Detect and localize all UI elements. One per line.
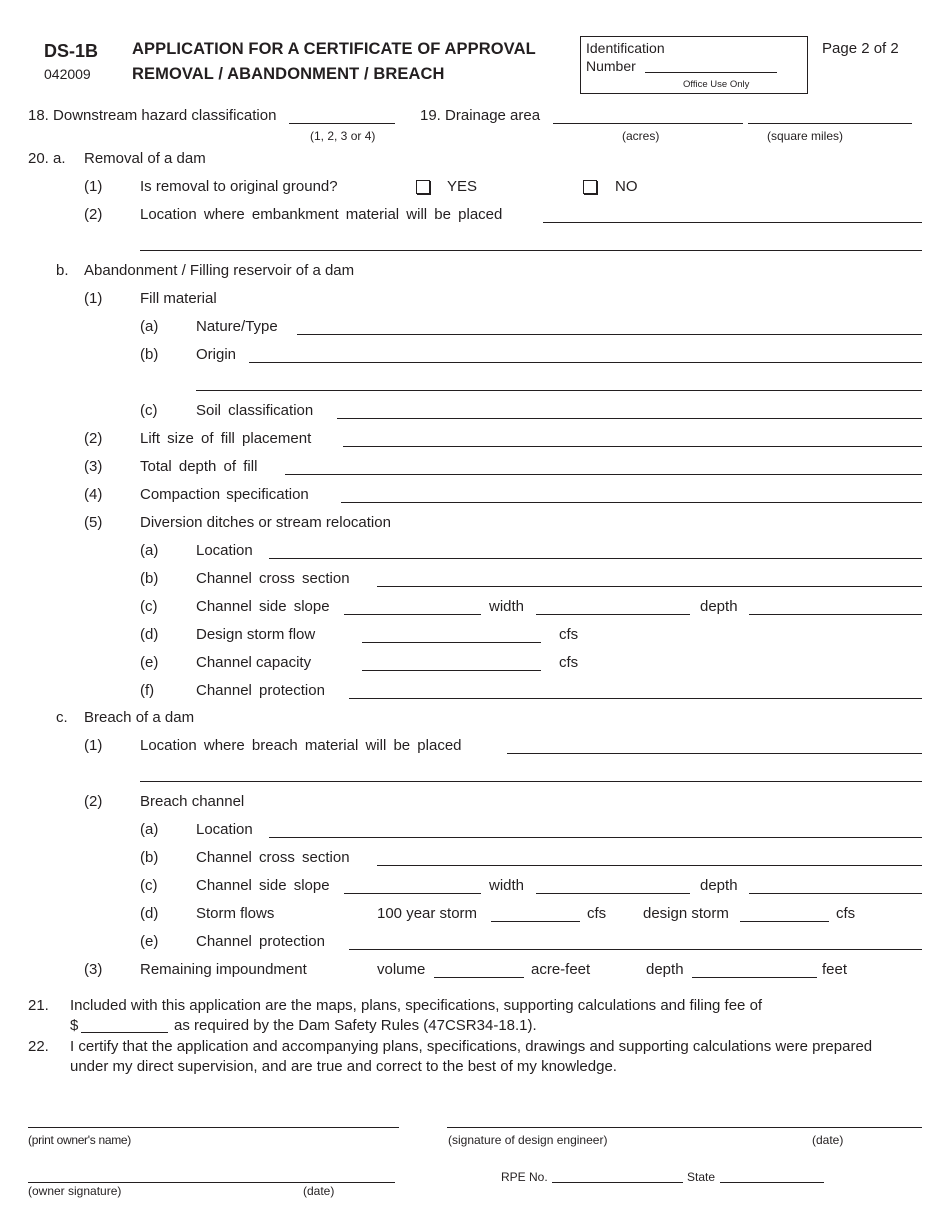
item21-line1: Included with this application are the maps, plans, specifications, supporting calculations and filing fee of <box>70 997 763 1014</box>
yes-checkbox[interactable] <box>416 180 430 194</box>
remaining-impoundment-label: Remaining impoundment <box>140 961 307 978</box>
cfs-unit: cfs <box>559 654 579 671</box>
form-date: 042009 <box>44 66 91 82</box>
embankment-location-field[interactable] <box>543 222 922 223</box>
form-title-line1: APPLICATION FOR A CERTIFICATE OF APPROVAL <box>132 40 536 58</box>
item21-num: 21. <box>28 997 49 1014</box>
owner-signature-label: (owner signature) <box>28 1184 122 1198</box>
id-label-line2: Number <box>586 58 636 74</box>
item-num: (5) <box>84 514 103 531</box>
breach-material-location-field[interactable] <box>507 753 922 754</box>
no-checkbox[interactable] <box>583 180 597 194</box>
office-use-label: Office Use Only <box>683 79 750 90</box>
id-number-field[interactable] <box>645 72 777 73</box>
embankment-location-label: Location where embankment material will be placed <box>140 206 503 223</box>
subitem-num: (d) <box>140 626 159 643</box>
storm100-label: 100 year storm <box>377 905 478 922</box>
subitem-num: (c) <box>140 402 158 419</box>
office-id-box <box>580 36 808 94</box>
engineer-signature-label: (signature of design engineer) <box>448 1133 608 1147</box>
diversion-side-slope-field[interactable] <box>344 614 481 615</box>
breach-cross-section-label: Channel cross section <box>196 849 350 866</box>
depth-label: depth <box>700 598 738 615</box>
section20c-num: c. <box>56 709 68 726</box>
diversion-width-field[interactable] <box>536 614 690 615</box>
soil-classification-field[interactable] <box>337 418 922 419</box>
volume-label: volume <box>377 961 426 978</box>
breach-location-field[interactable] <box>269 837 922 838</box>
subitem-num: (a) <box>140 821 159 838</box>
volume-field[interactable] <box>434 977 524 978</box>
subitem-num: (a) <box>140 318 159 335</box>
cfs-unit: cfs <box>836 905 856 922</box>
section20c-title: Breach of a dam <box>84 709 195 726</box>
item18-label: 18. Downstream hazard classification <box>28 107 277 124</box>
item-num: (1) <box>84 290 103 307</box>
section20a-title: Removal of a dam <box>84 150 206 167</box>
square-miles-unit: (square miles) <box>767 129 844 143</box>
item-num: (2) <box>84 206 103 223</box>
subitem-num: (b) <box>140 346 159 363</box>
item22-line2: under my direct supervision, and are true and correct to the best of my knowledge. <box>70 1058 617 1075</box>
subitem-num: (e) <box>140 933 159 950</box>
form-code: DS-1B <box>44 41 99 61</box>
item-num: (1) <box>84 178 103 195</box>
filing-fee-field[interactable] <box>81 1032 168 1033</box>
fill-material-label: Fill material <box>140 290 217 307</box>
acres-unit: (acres) <box>622 129 660 143</box>
design-storm-flow-label: Design storm flow <box>196 626 316 643</box>
subitem-num: (f) <box>140 682 155 699</box>
no-label: NO <box>615 178 638 195</box>
subitem-num: (e) <box>140 654 159 671</box>
diversion-cross-section-field[interactable] <box>377 586 922 587</box>
breach-protection-label: Channel protection <box>196 933 325 950</box>
item22-line1: I certify that the application and accompanying plans, specifications, drawings and supporting calculations were prepared <box>70 1038 873 1055</box>
item-num: (1) <box>84 737 103 754</box>
depth-label: depth <box>646 961 684 978</box>
diversion-protection-label: Channel protection <box>196 682 325 699</box>
subitem-num: (c) <box>140 598 158 615</box>
total-depth-label: Total depth of fill <box>140 458 258 475</box>
owner-name-field[interactable] <box>28 1127 399 1128</box>
nature-type-label: Nature/Type <box>196 318 278 335</box>
compaction-spec-label: Compaction specification <box>140 486 309 503</box>
form-title-line2: REMOVAL / ABANDONMENT / BREACH <box>132 65 445 83</box>
subitem-num: (b) <box>140 849 159 866</box>
lift-size-field[interactable] <box>343 446 922 447</box>
origin-label: Origin <box>196 346 237 363</box>
width-label: width <box>489 598 525 615</box>
design-storm-field[interactable] <box>740 921 829 922</box>
drainage-acres-field[interactable] <box>553 123 743 124</box>
width-label: width <box>489 877 525 894</box>
storm-flows-label: Storm flows <box>196 905 275 922</box>
subitem-num: (a) <box>140 542 159 559</box>
breach-protection-field[interactable] <box>349 949 922 950</box>
item-num: (3) <box>84 961 103 978</box>
state-field[interactable] <box>720 1182 824 1183</box>
depth-label: depth <box>700 877 738 894</box>
subitem-num: (b) <box>140 570 159 587</box>
item22-num: 22. <box>28 1038 49 1055</box>
breach-side-slope-field[interactable] <box>344 893 481 894</box>
channel-capacity-field[interactable] <box>362 670 541 671</box>
owner-date-label: (date) <box>303 1184 335 1198</box>
item18-hint: (1, 2, 3 or 4) <box>310 129 376 143</box>
section20a-num: 20. a. <box>28 150 66 167</box>
engineer-signature-field[interactable] <box>447 1127 922 1128</box>
breach-width-field[interactable] <box>536 893 690 894</box>
id-label-line1: Identification <box>586 40 665 56</box>
print-owner-name-label: (print owner's name) <box>28 1133 131 1147</box>
lift-size-label: Lift size of fill placement <box>140 430 312 447</box>
diversion-location-label: Location <box>196 542 253 559</box>
diversion-ditches-label: Diversion ditches or stream relocation <box>140 514 391 531</box>
compaction-spec-field[interactable] <box>341 502 922 503</box>
subitem-num: (c) <box>140 877 158 894</box>
channel-capacity-label: Channel capacity <box>196 654 312 671</box>
design-storm-flow-field[interactable] <box>362 642 541 643</box>
drainage-sqmi-field[interactable] <box>748 123 912 124</box>
yes-label: YES <box>447 178 478 195</box>
breach-cross-section-field[interactable] <box>377 865 922 866</box>
acre-feet-unit: acre-feet <box>531 961 591 978</box>
item19-label: 19. Drainage area <box>420 107 541 124</box>
total-depth-field[interactable] <box>285 474 922 475</box>
storm100-field[interactable] <box>491 921 580 922</box>
breach-channel-label: Breach channel <box>140 793 245 810</box>
page-number: Page 2 of 2 <box>822 40 899 57</box>
rpe-number-label: RPE No. <box>501 1170 548 1184</box>
removal-original-ground-label: Is removal to original ground? <box>140 178 338 195</box>
subitem-num: (d) <box>140 905 159 922</box>
diversion-protection-field[interactable] <box>349 698 922 699</box>
breach-side-slope-label: Channel side slope <box>196 877 330 894</box>
diversion-cross-section-label: Channel cross section <box>196 570 350 587</box>
item-num: (3) <box>84 458 103 475</box>
state-label: State <box>687 1170 716 1184</box>
hazard-class-field[interactable] <box>289 123 395 124</box>
item-num: (4) <box>84 486 103 503</box>
section20b-num: b. <box>56 262 69 279</box>
origin-field-2[interactable] <box>196 390 922 391</box>
cfs-unit: cfs <box>587 905 607 922</box>
breach-depth-field[interactable] <box>749 893 922 894</box>
breach-material-location-label: Location where breach material will be placed <box>140 737 462 754</box>
cfs-unit: cfs <box>559 626 579 643</box>
diversion-depth-field[interactable] <box>749 614 922 615</box>
item-num: (2) <box>84 793 103 810</box>
item21-line2: as required by the Dam Safety Rules (47CSR34-18.1). <box>174 1017 537 1034</box>
section20b-title: Abandonment / Filling reservoir of a dam <box>84 262 355 279</box>
breach-material-location-field-2[interactable] <box>140 781 922 782</box>
design-storm-label: design storm <box>643 905 729 922</box>
impoundment-depth-field[interactable] <box>692 977 817 978</box>
breach-location-label: Location <box>196 821 253 838</box>
engineer-date-label: (date) <box>812 1133 844 1147</box>
item21-dollar: $ <box>70 1017 79 1034</box>
soil-classification-label: Soil classification <box>196 402 314 419</box>
embankment-location-field-2[interactable] <box>140 250 922 251</box>
diversion-side-slope-label: Channel side slope <box>196 598 330 615</box>
rpe-number-field[interactable] <box>552 1182 683 1183</box>
nature-type-field[interactable] <box>297 334 922 335</box>
owner-signature-field[interactable] <box>28 1182 395 1183</box>
feet-unit: feet <box>822 961 848 978</box>
diversion-location-field[interactable] <box>269 558 922 559</box>
item-num: (2) <box>84 430 103 447</box>
origin-field[interactable] <box>249 362 922 363</box>
